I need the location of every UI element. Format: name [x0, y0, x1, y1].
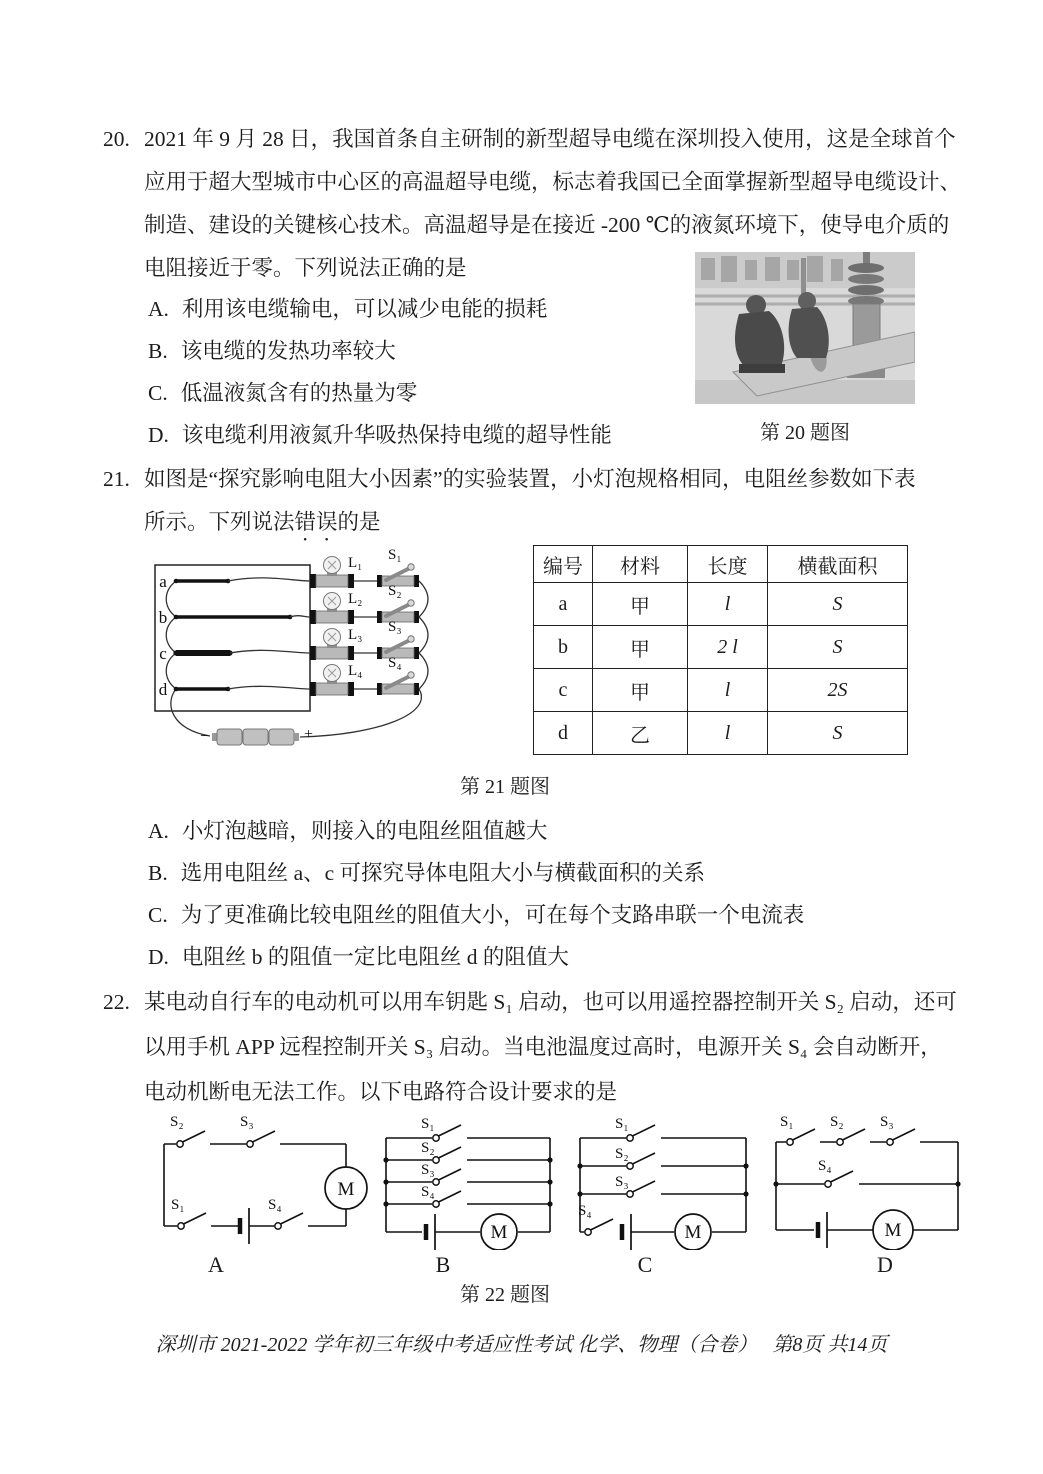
option-20-b	[148, 330, 612, 372]
question-22-text-line: 某电动自行车的电动机可以用车钥匙 S₁ 启动，也可以用遥控器控制开关 S₂ 启动，还可	[144, 990, 957, 1014]
question-20-text-line: 应用于超大型城市中心区的高温超导电缆，标志着我国已全面掌握新型超导电缆设计、	[144, 170, 962, 194]
line2-post: 的是	[337, 510, 381, 534]
motor-label: M	[490, 1222, 508, 1243]
battery-symbol	[240, 1208, 249, 1244]
option-text: 该电缆的发热功率较大	[180, 339, 396, 363]
option-21-c	[148, 894, 804, 936]
lamp-label: L₁	[348, 555, 363, 571]
resistance-wire-table	[533, 545, 908, 755]
switch-label: S₂	[170, 1114, 184, 1130]
figure-20-caption: 第 20 题图	[760, 422, 850, 444]
option-letter: D.	[148, 423, 169, 447]
switch-label: S₄	[268, 1197, 282, 1213]
circuit-b-label: B	[435, 1252, 451, 1277]
circuit-a-label: A	[208, 1252, 224, 1277]
switch-label: S₂	[388, 583, 402, 599]
option-letter: A.	[148, 819, 169, 843]
option-letter: B.	[148, 339, 168, 363]
switch-label: S₃	[421, 1162, 435, 1178]
option-letter: C.	[148, 381, 168, 405]
switch-label: S₂	[421, 1140, 435, 1156]
option-text: 该电缆利用液氮升华吸热保持电缆的超导性能	[181, 423, 612, 447]
motor-label: M	[884, 1220, 902, 1241]
option-letter: B.	[148, 861, 168, 885]
question-22-text-line: 电动机断电无法工作。以下电路符合设计要求的是	[144, 1080, 618, 1104]
option-text: 选用电阻丝 a、c 可探究导体电阻大小与横截面积的关系	[180, 861, 706, 885]
circuit-option-a	[146, 1112, 374, 1277]
switch-label: S₁	[780, 1114, 794, 1130]
switch-label: S₄	[388, 655, 402, 671]
lamp-label: L₃	[348, 627, 363, 643]
resistor-row-c	[159, 619, 419, 663]
question-21-text-line: 如图是“探究影响电阻大小因素”的实验装置，小灯泡规格相同，电阻丝参数如下表	[144, 467, 916, 491]
option-21-d	[148, 936, 804, 978]
question-20-text-line: 2021 年 9 月 28 日，我国首条自主研制的新型超导电缆在深圳投入使用，这是全球首个	[144, 127, 956, 151]
switch-label: S₄	[578, 1203, 592, 1219]
resistor-row-a	[159, 547, 419, 591]
battery-symbol	[622, 1214, 631, 1250]
question-22-text-line: 以用手机 APP 远程控制开关 S₃ 启动。当电池温度过高时，电源开关 S₄ 会自动断开，	[144, 1035, 942, 1059]
question-20-options	[148, 288, 612, 456]
question-20-text-line: 电阻接近于零。下列说法正确的是	[144, 256, 467, 280]
option-text: 电阻丝 b 的阻值一定比电阻丝 d 的阻值大	[181, 945, 569, 969]
figure-21-caption: 第 21 题图	[460, 776, 550, 798]
motor-label: M	[684, 1222, 702, 1243]
q21-circuit-diagram	[142, 538, 432, 758]
table-row: a 甲 l S	[534, 583, 908, 626]
battery-icon	[200, 726, 313, 745]
question-20-number: 20.	[103, 127, 130, 151]
emphasized-word: 错误	[294, 510, 338, 534]
background-buildings	[701, 256, 843, 282]
switch-label: S₁	[388, 547, 402, 563]
wire-label-a: a	[159, 572, 167, 591]
page-footer: 深圳市 2021-2022 学年初三年级中考适应性考试 化学、物理（合卷） 第8页 共14页	[155, 1334, 888, 1356]
q21-table-wrap	[533, 545, 908, 755]
circuit-c-schematic	[560, 1112, 768, 1250]
battery-symbol	[818, 1212, 827, 1248]
switch-label: S₁	[171, 1197, 185, 1213]
circuit-d-schematic	[760, 1112, 975, 1250]
option-letter: C.	[148, 903, 168, 927]
wire-label-d: d	[158, 680, 168, 699]
option-text: 小灯泡越暗，则接入的电阻丝阻值越大	[181, 819, 548, 843]
option-20-a	[148, 288, 612, 330]
option-text: 低温液氮含有的热量为零	[180, 381, 418, 405]
switch-label: S₂	[615, 1146, 629, 1162]
resistor-row-d	[159, 655, 419, 699]
circuit-a-schematic	[146, 1112, 374, 1250]
lamp-label: L₂	[348, 591, 363, 607]
table-row: d 乙 l S	[534, 712, 908, 755]
option-20-c	[148, 372, 612, 414]
option-20-d	[148, 414, 612, 456]
col-header: 长度	[688, 546, 768, 583]
circuit-d-label: D	[877, 1252, 893, 1277]
circuit-b-schematic	[366, 1112, 571, 1250]
resistor-row-b	[159, 583, 419, 627]
line2-pre: 所示。下列说法	[144, 510, 295, 534]
battery-symbol	[426, 1214, 435, 1250]
battery-plus-label: +	[304, 726, 314, 743]
table-row: b 甲 2 l S	[534, 626, 908, 669]
question-22-number: 22.	[103, 990, 130, 1014]
switch-label: S₁	[615, 1116, 629, 1132]
table-row: c 甲 l 2S	[534, 669, 908, 712]
switch-label: S₄	[421, 1184, 435, 1200]
option-text: 利用该电缆输电，可以减少电能的损耗	[181, 297, 548, 321]
col-header: 横截面积	[768, 546, 908, 583]
figure-22-caption: 第 22 题图	[460, 1284, 550, 1306]
circuit-option-b	[366, 1112, 571, 1277]
switch-label: S₂	[830, 1114, 844, 1130]
battery-minus-label: −	[200, 728, 210, 745]
question-20-text-line: 制造、建设的关键核心技术。高温超导是在接近 -200 ℃的液氮环境下，使导电介质的	[144, 213, 950, 237]
left-bus-wire	[166, 581, 210, 736]
switch-label: S₃	[615, 1174, 629, 1190]
question-22	[103, 980, 957, 1115]
col-header: 编号	[534, 546, 593, 583]
switch-label: S₄	[818, 1158, 832, 1174]
superconducting-cable-photo	[695, 252, 915, 404]
option-letter: A.	[148, 297, 169, 321]
table-header-row	[534, 546, 908, 583]
lamp-label: L₄	[348, 663, 363, 679]
switch-label: S₃	[240, 1114, 254, 1130]
question-21-options	[148, 810, 804, 978]
switch-icon	[377, 672, 419, 695]
option-21-a	[148, 810, 804, 852]
col-header: 材料	[593, 546, 688, 583]
circuit-option-d	[760, 1112, 975, 1277]
motor-label: M	[337, 1179, 355, 1200]
switch-label: S₃	[880, 1114, 894, 1130]
question-21-number: 21.	[103, 467, 130, 491]
question-21	[103, 458, 916, 546]
question-20-figure	[695, 252, 915, 445]
option-text: 为了更准确比较电阻丝的阻值大小，可在每个支路串联一个电流表	[180, 903, 805, 927]
circuit-option-c	[560, 1112, 768, 1277]
wire-label-c: c	[159, 644, 167, 663]
option-letter: D.	[148, 945, 169, 969]
switch-label: S₃	[388, 619, 402, 635]
circuit-c-label: C	[637, 1252, 653, 1277]
wire-label-b: b	[158, 608, 168, 627]
switch-label: S₁	[421, 1116, 435, 1132]
option-21-b	[148, 852, 804, 894]
